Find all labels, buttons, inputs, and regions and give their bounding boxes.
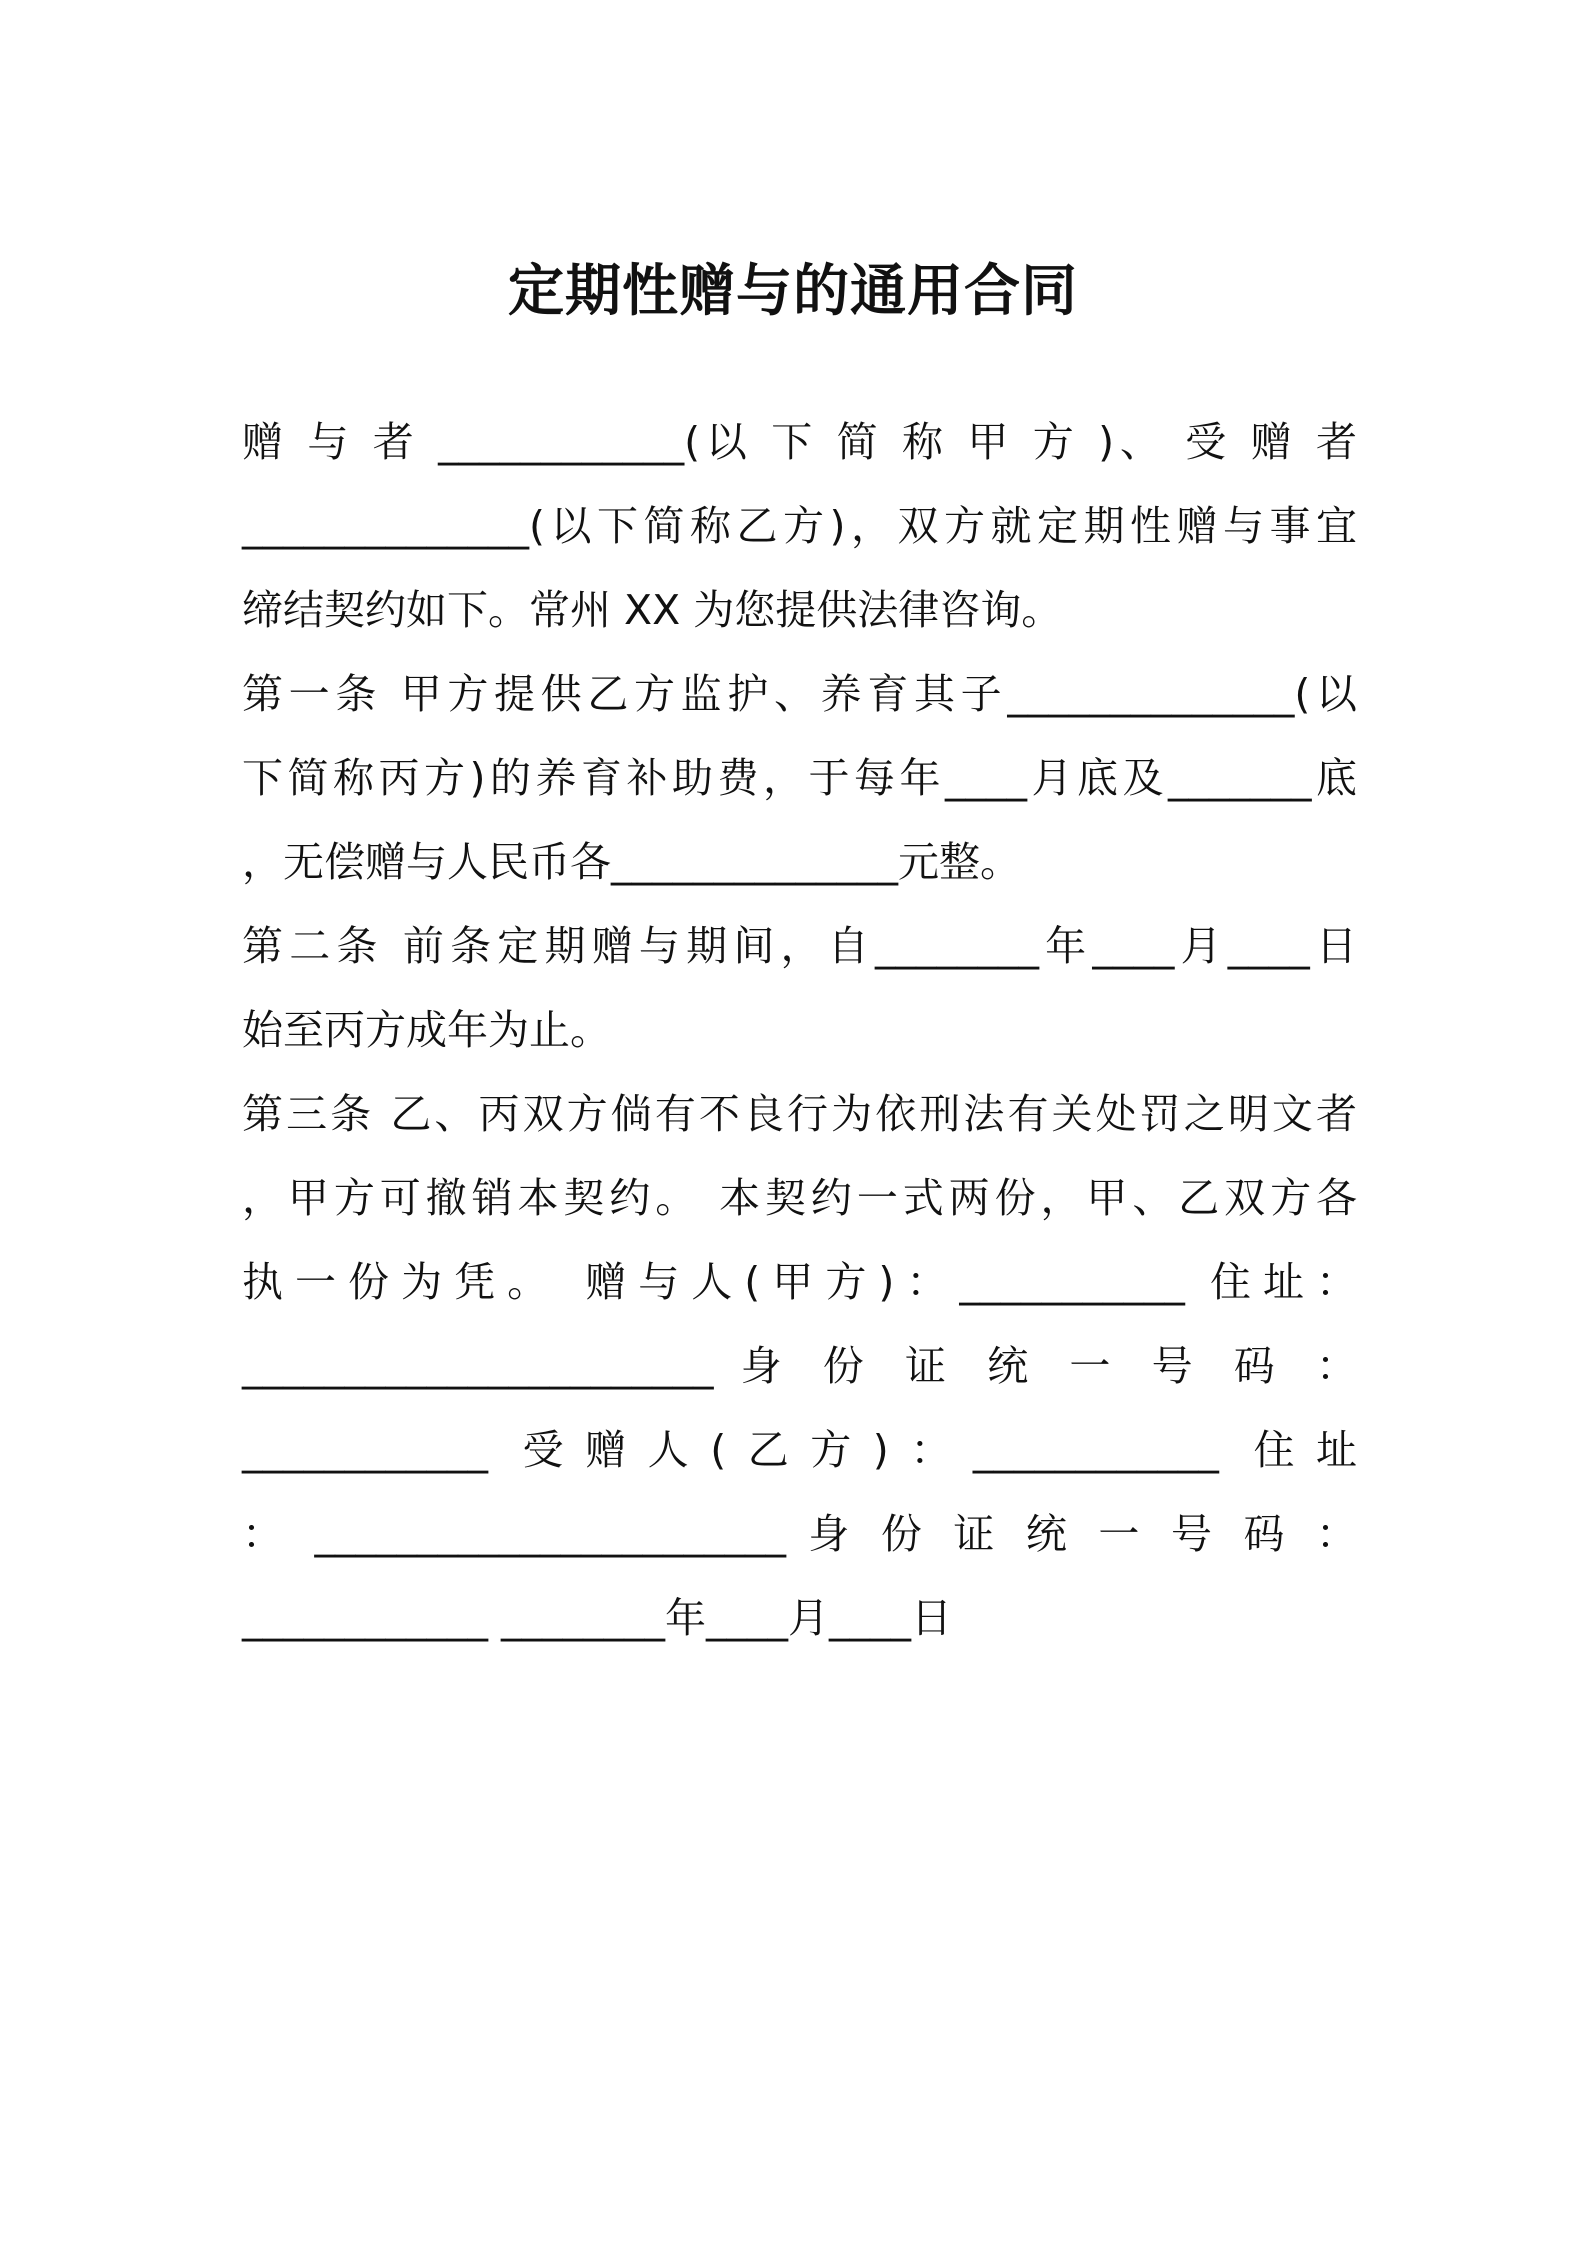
article-1-line-2: 下简称丙方)的养育补助费，于每年____月底及_______底 — [242, 754, 1357, 802]
contract-body — [242, 400, 1357, 1660]
signature-line-3: ____________ 受赠人(乙方)：____________ 住址 — [242, 1426, 1357, 1474]
date-line: ____________ ________年____月____日 — [242, 1594, 953, 1642]
signature-line-1: 执一份为凭。 赠与人(甲方)：___________ 住址： — [242, 1258, 1357, 1306]
body-line-3: 缔结契约如下。常州 XX 为您提供法律咨询。 — [242, 586, 1063, 634]
body-line-2: ______________(以下简称乙方)，双方就定期性赠与事宜 — [242, 502, 1357, 550]
body-line-1: 赠 与 者 ____________(以 下 简 称 甲 方 )、 受 赠 者 — [242, 418, 1357, 466]
signature-line-2: _______________________ 身 份 证 统 一 号 码 ： — [242, 1342, 1357, 1390]
article-1-line-1: 第一条 甲方提供乙方监护、养育其子______________(以 — [242, 670, 1357, 718]
article-3-line-1: 第三条 乙、丙双方倘有不良行为依刑法有关处罚之明文者 — [242, 1090, 1357, 1138]
article-2-line-2: 始至丙方成年为止。 — [242, 1006, 611, 1054]
article-1-line-3: ，无偿赠与人民币各______________元整。 — [242, 838, 1021, 886]
article-3-line-2: ，甲方可撤销本契约。 本契约一式两份，甲、乙双方各 — [242, 1174, 1357, 1222]
article-2-line-1: 第二条 前条定期赠与期间，自________年____月____日 — [242, 922, 1357, 970]
signature-line-4: ： _______________________ 身 份 证 统 一 号 码 ： — [242, 1510, 1357, 1558]
document-title: 定期性赠与的通用合同 — [508, 259, 1078, 324]
